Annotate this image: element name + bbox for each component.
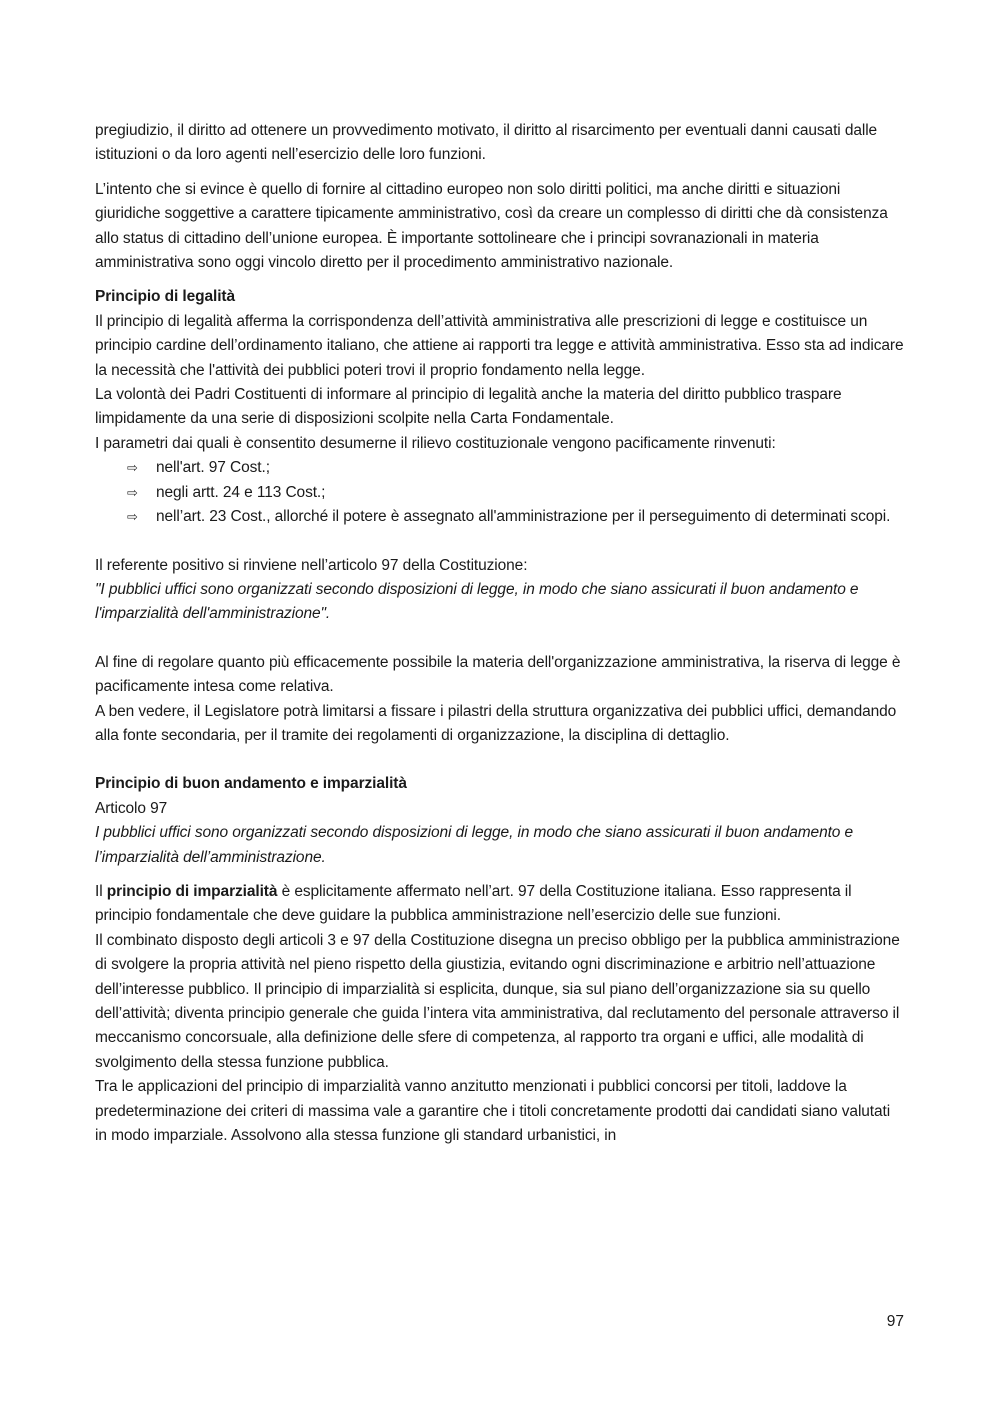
list-item bbox=[127, 505, 905, 529]
page-number: 97 bbox=[886, 1313, 904, 1330]
paragraph-intro-2: L’intento che si evince è quello di fornire al cittadino europeo non solo diritti politici, ma anche diritti e situazioni giuridiche soggettive a carattere tipicamente amministrativo, così da creare un complesso di diritti che dà consistenza allo status di cittadino dell’unione europea. È importante sottolineare che i principi sovranazionali in materia amministrativa sono oggi vincolo diretto per il procedimento amministrativo nazionale. bbox=[95, 180, 888, 272]
paragraph-imparzialita-3: Tra le applicazioni del principio di imparzialità vanno anzitutto menzionati i pubblici concorsi per titoli, laddove la predeterminazione dei criteri di massima vale a garantire che i titoli concretamente prodotti dai candidati siano valutati in modo imparziale. Assolvono alla stessa funzione gli standard urbanistici, in bbox=[95, 1078, 891, 1145]
text-prefix: Il bbox=[95, 882, 107, 900]
parametri-list bbox=[95, 456, 905, 529]
bold-term-imparzialita: principio di imparzialità bbox=[106, 882, 278, 900]
paragraph-legalita-3: I parametri dai quali è consentito desumerne il rilievo costituzionale vengono pacificamente rinvenuti: bbox=[95, 434, 776, 452]
list-item bbox=[127, 456, 905, 480]
list-item-text: nell’art. 23 Cost., allorché il potere è assegnato all'amministrazione per il perseguimento di determinati scopi. bbox=[156, 508, 891, 526]
paragraph-imparzialita-2: Il combinato disposto degli articoli 3 e 97 della Costituzione disegna un preciso obbligo per la pubblica amministrazione di svolgere la propria attività nel pieno rispetto della giustizia, evitando ogni discriminazione e arbitrio nell’attuazione dell’interesse pubblico. Il principio di imparzialità si esplicita, dunque, sia sul piano dell’organizzazione sia su quello dell’attività; diventa principio generale che guida l’intera vita amministrativa, dal reclutamento del personale attraverso il meccanismo concorsuale, alla definizione delle sfere di competenza, al rapporto tra organi e uffici, alle modalità di svolgimento della stessa funzione pubblica. bbox=[95, 931, 900, 1071]
paragraph-imparzialita-1 bbox=[95, 880, 905, 929]
article-label: Articolo 97 bbox=[95, 799, 168, 817]
document-page bbox=[95, 119, 905, 1148]
quote-articolo-97: "I pubblici uffici sono organizzati secondo disposizioni di legge, in modo che siano assicurati il buon andamento e l'imparzialità dell'amministrazione". bbox=[95, 580, 859, 623]
heading-buon-andamento: Principio di buon andamento e imparzialità bbox=[95, 775, 407, 793]
paragraph-intro-1: pregiudizio, il diritto ad ottenere un provvedimento motivato, il diritto al risarcimento per eventuali danni causati dalle istituzioni o da loro agenti nell’esercizio delle loro funzioni. bbox=[95, 122, 878, 164]
right-arrow-outline-icon: ⇨ bbox=[127, 484, 138, 500]
paragraph-referente: Il referente positivo si rinviene nell’articolo 97 della Costituzione: bbox=[95, 556, 528, 574]
list-item-text: negli artt. 24 e 113 Cost.; bbox=[156, 483, 326, 501]
paragraph-legalita-2: La volontà dei Padri Costituenti di informare al principio di legalità anche la materia del diritto pubblico traspare limpidamente da una serie di disposizioni scolpite nella Carta Fondamentale. bbox=[95, 386, 842, 428]
paragraph-legislatore: A ben vedere, il Legislatore potrà limitarsi a fissare i pilastri della struttura organizzativa dei pubblici uffici, demandando alla fonte secondaria, per il tramite dei regolamenti di organizzazione, la disciplina di dettaglio. bbox=[95, 702, 897, 744]
paragraph-legalita-1: Il principio di legalità afferma la corrispondenza dell’attività amministrativa alle prescrizioni di legge e costituisce un principio cardine dell’ordinamento italiano, che attiene ai rapporti tra legge e attività amministrativa. Esso sta ad indicare la necessità che l'attività dei pubblici poteri trovi il proprio fondamento nella legge. bbox=[95, 312, 904, 379]
right-arrow-outline-icon: ⇨ bbox=[127, 509, 138, 525]
right-arrow-outline-icon: ⇨ bbox=[127, 460, 138, 476]
paragraph-riserva-legge: Al fine di regolare quanto più efficacemente possibile la materia dell'organizzazione amministrativa, la riserva di legge è pacificamente intesa come relativa. bbox=[95, 653, 901, 696]
list-item bbox=[127, 481, 905, 505]
heading-principio-legalita: Principio di legalità bbox=[95, 288, 236, 306]
quote-articolo-97-text: I pubblici uffici sono organizzati secondo disposizioni di legge, in modo che siano assicurati il buon andamento e l’imparzialità dell’amministrazione. bbox=[95, 824, 854, 866]
text-rest: è esplicitamente affermato nell’art. 97 della Costituzione italiana. Esso rappresenta il principio fondamentale che deve guidare la pubblica amministrazione nell’esercizio delle sue funzioni. bbox=[95, 882, 852, 925]
list-item-text: nell'art. 97 Cost.; bbox=[156, 459, 270, 477]
